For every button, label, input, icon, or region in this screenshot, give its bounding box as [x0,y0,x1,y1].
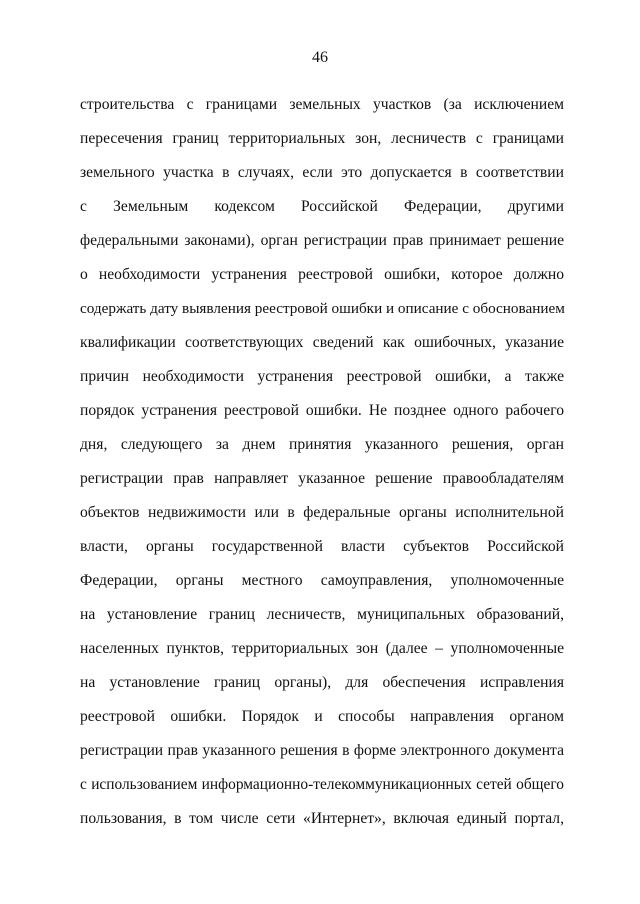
text-line: квалификации соответствующих сведений как ошибочных, указание [80,334,564,351]
page-number: 46 [312,49,328,66]
text-line: с Земельным кодексом Российской Федерации, другими [80,198,564,215]
text-line: на установление границ органы), для обеспечения исправления [80,674,564,691]
text-line: реестровой ошибки. Порядок и способы направления органом [80,708,564,725]
text-line: населенных пунктов, территориальных зон (далее – уполномоченные [80,640,564,657]
text-line: на установление границ лесничеств, муниципальных образований, [80,606,564,623]
text-line: Федерации, органы местного самоуправления, уполномоченные [80,572,564,589]
text-line: дня, следующего за днем принятия указанного решения, орган [80,436,564,453]
text-line: земельного участка в случаях, если это допускается в соответствии [80,164,564,181]
text-line: федеральными законами), орган регистрации прав принимает решение [80,232,564,249]
text-line: пересечения границ территориальных зон, лесничеств с границами [80,130,564,147]
text-line: порядок устранения реестровой ошибки. Не позднее одного рабочего [80,402,564,419]
text-line: регистрации прав указанного решения в форме электронного документа [80,742,564,759]
body-text [80,94,564,842]
text-line: с использованием информационно-телекоммуникационных сетей общего [80,776,564,793]
text-line: причин необходимости устранения реестровой ошибки, а также [80,368,564,385]
text-line: содержать дату выявления реестровой ошибки и описание с обоснованием [80,300,565,317]
text-line: пользования, в том числе сети «Интернет», включая единый портал, [80,810,564,827]
text-line: строительства с границами земельных участков (за исключением [80,96,564,113]
text-line: власти, органы государственной власти субъектов Российской [80,538,564,555]
text-line: объектов недвижимости или в федеральные органы исполнительной [80,504,564,521]
text-line: о необходимости устранения реестровой ошибки, которое должно [80,266,564,283]
text-line: регистрации прав направляет указанное решение правообладателям [80,470,564,487]
